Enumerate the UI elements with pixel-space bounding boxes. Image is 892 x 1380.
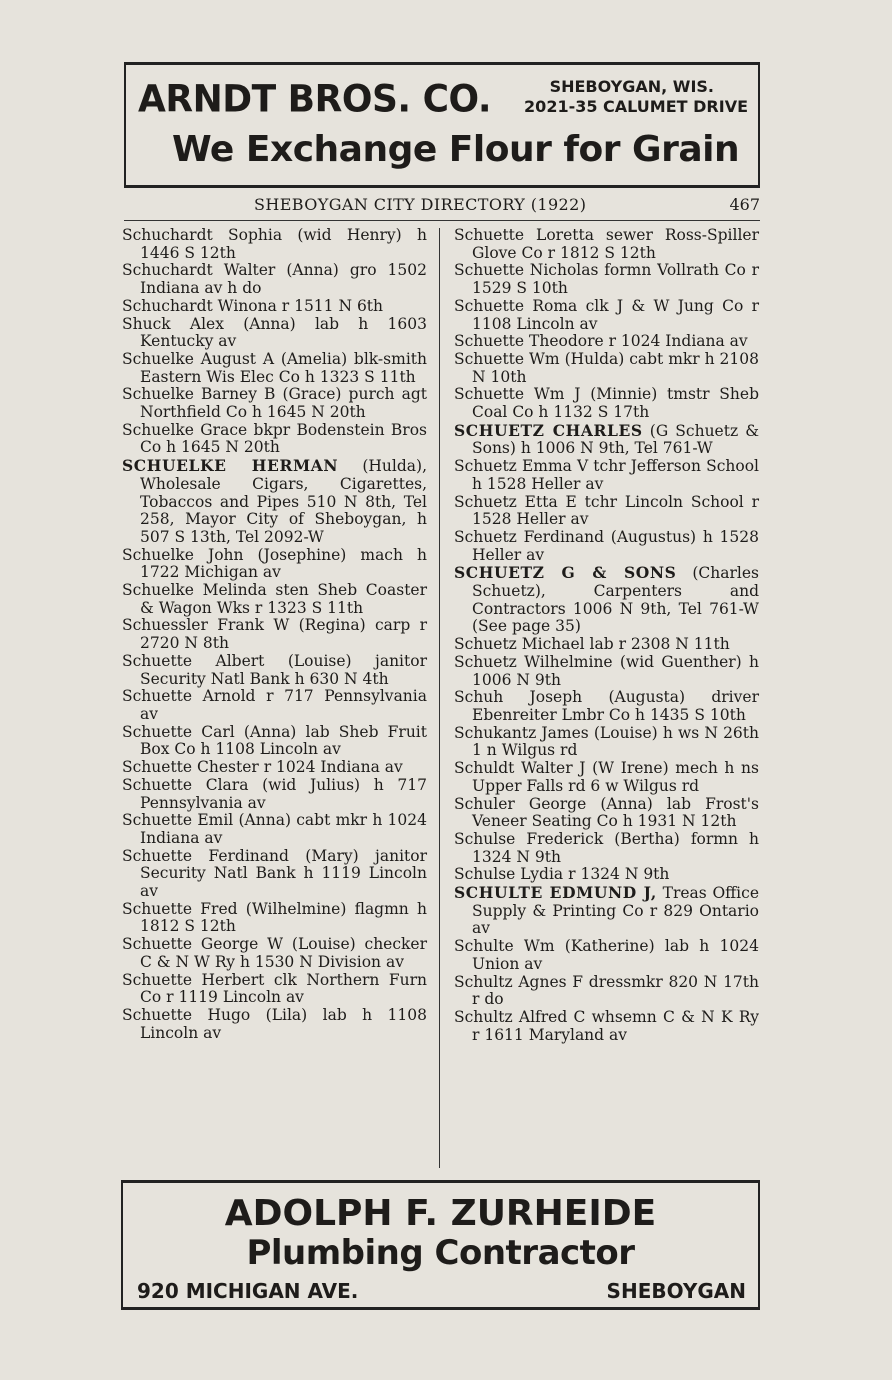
entry-name: Schuchardt Winona [122, 296, 277, 315]
directory-entry [454, 351, 759, 386]
entry-details: (Anna) lab Frost's Veneer Seating Co h 1931 N 12th [472, 794, 760, 831]
directory-entry [122, 724, 427, 759]
bottom-advertisement [121, 1180, 760, 1310]
directory-entry [454, 866, 759, 884]
entry-details: r 1024 Indiana av [603, 332, 748, 351]
directory-entry [122, 351, 427, 386]
entry-name: Schuetz Wilhelmine [454, 652, 613, 671]
entry-name: Schuette Chester [122, 758, 259, 777]
directory-entry [454, 529, 759, 564]
entry-name: Schuette George W [122, 935, 284, 954]
directory-entry [122, 688, 427, 723]
entry-name: Schuchardt Sophia [122, 226, 283, 244]
directory-entry [122, 262, 427, 297]
directory-entry [122, 457, 427, 547]
directory-entry [122, 812, 427, 847]
entry-name: Shuck Alex [122, 314, 224, 333]
directory-entry [454, 386, 759, 421]
directory-entry [122, 936, 427, 971]
entry-name: Schuette Nicholas [454, 261, 599, 280]
entry-details: r 1324 N 9th [563, 865, 670, 884]
ad-city: SHEBOYGAN, WIS. [549, 77, 714, 96]
entry-details: (Augustus) h 1528 Heller av [472, 527, 759, 564]
entry-name: Schuette Fred [122, 899, 238, 918]
directory-entry [454, 884, 759, 938]
directory-entry [454, 333, 759, 351]
entry-details: sewer Ross-Spiller Glove Co r 1812 S 12th [472, 226, 759, 262]
entry-name: Schuessler Frank W [122, 616, 290, 635]
entry-name: Schukantz James [454, 723, 589, 742]
ad-slogan: We Exchange Flour for Grain [172, 129, 740, 170]
entry-name: Schuette Carl [122, 722, 235, 741]
directory-entry [122, 582, 427, 617]
directory-entry [454, 974, 759, 1009]
entry-name: Schuetz Ferdinand [454, 527, 605, 546]
entry-details: (Grace) purch agt Northfield Co h 1645 N 20th [140, 385, 427, 422]
page-title: SHEBOYGAN CITY DIRECTORY (1922) [254, 195, 587, 214]
entry-name: Schuette Clara [122, 775, 249, 794]
entry-name: Schuette Emil [122, 811, 234, 830]
entry-details: (Regina) carp r 2720 N 8th [140, 616, 428, 653]
entry-name: Schuette Arnold [122, 687, 256, 706]
entry-name: Schuetz Etta E [454, 492, 577, 511]
entry-name: Schuelke John [122, 545, 244, 564]
directory-entry [454, 227, 759, 262]
directory-entry [454, 458, 759, 493]
entry-details: (Hulda) cabt mkr h 2108 N 10th [472, 349, 760, 386]
directory-entry [454, 654, 759, 689]
entry-details: r 717 Pennsylvania av [140, 687, 427, 723]
entry-details: (Anna) lab h 1603 Kentucky av [140, 314, 427, 351]
entry-details: (Bertha) formn h 1324 N 9th [472, 829, 759, 866]
entry-name: Schuh Joseph [454, 688, 583, 707]
entry-details: r 1024 Indiana av [258, 758, 403, 777]
directory-entry [454, 796, 759, 831]
entry-details: bkpr Bodenstein Bros Co h 1645 N 20th [140, 420, 428, 457]
entry-details: tchr Jefferson School h 1528 Heller av [472, 457, 759, 493]
entry-details: (Anna) lab Sheb Fruit Box Co h 1108 Lincoln av [140, 722, 427, 759]
directory-entry [122, 227, 427, 262]
entry-details: (Anna) gro 1502 Indiana av h do [140, 261, 427, 298]
entry-name: Schuchardt Walter [122, 261, 276, 280]
entry-details: (Louise) checker C & N W Ry h 1530 N Division av [140, 935, 427, 971]
directory-entry [122, 298, 427, 316]
right-column [454, 227, 759, 1044]
entry-details: dressmkr 820 N 17th r do [472, 972, 760, 1009]
entry-details: (Wilhelmine) flagmn h 1812 S 12th [140, 899, 427, 936]
entry-details: (Louise) janitor Security Natl Bank h 630 N 4th [140, 651, 427, 688]
entry-details: Treas Office Supply & Printing Co r 829 Ontario av [472, 884, 759, 938]
entry-details: (Katherine) lab h 1024 Union av [472, 937, 759, 973]
entry-name: Schuette Wm [454, 349, 560, 368]
directory-entry [122, 972, 427, 1007]
entry-name: Schuette Wm J [454, 385, 581, 404]
directory-entry [454, 422, 759, 458]
directory-entry [122, 386, 427, 421]
directory-entry [454, 831, 759, 866]
entry-details: (Charles Schuetz), Carpenters and Contractors 1006 N 9th, Tel 761-W (See page 35) [472, 564, 759, 636]
column-divider [439, 228, 440, 1168]
page-number: 467 [729, 195, 760, 214]
directory-entry [122, 653, 427, 688]
entry-details: (G Schuetz & Sons) h 1006 N 9th, Tel 761-W [472, 421, 759, 458]
entry-details: clk Northern Furn Co r 1119 Lincoln av [140, 970, 428, 1007]
directory-entry [454, 262, 759, 297]
entry-details: r 1511 N 6th [276, 296, 384, 315]
directory-entry [122, 848, 427, 901]
entry-name: Schuette Theodore [454, 332, 604, 351]
entry-name: SCHUETZ G & SONS [454, 563, 677, 583]
entry-name: Schultz Agnes F [454, 972, 584, 991]
directory-entry [122, 777, 427, 812]
ad-address: 2021-35 CALUMET DRIVE [524, 97, 748, 116]
entry-details: (wid Julius) h 717 Pennsylvania av [140, 775, 427, 812]
header-rule [124, 220, 760, 221]
directory-entry [454, 725, 759, 760]
ad-address: 920 MICHIGAN AVE. [137, 1279, 359, 1303]
entry-name: Schuette Ferdinand [122, 846, 289, 865]
entry-name: Schuetz Emma V [454, 457, 589, 476]
entry-details: sten Sheb Coaster & Wagon Wks r 1323 S 11th [140, 581, 428, 617]
entry-name: Schuldt Walter J [454, 759, 586, 778]
running-head [124, 195, 760, 217]
entry-name: Schuelke Grace [122, 420, 248, 439]
entry-name: Schuette Hugo [122, 1005, 251, 1024]
ad-advertiser-name: ADOLPH F. ZURHEIDE [224, 1193, 657, 1234]
directory-entry [454, 1009, 759, 1044]
entry-details: (Josephine) mach h 1722 Michigan av [140, 545, 427, 582]
entry-details: tchr Lincoln School r 1528 Heller av [472, 492, 759, 529]
entry-details: (Augusta) driver Ebenreiter Lmbr Co h 1435 S 10th [472, 688, 759, 724]
entry-name: Schulse Frederick [454, 829, 604, 848]
entry-name: Schuette Roma [454, 296, 578, 315]
directory-entry [454, 938, 759, 973]
ad-city: SHEBOYGAN [606, 1279, 746, 1303]
entry-details: (Hulda), Wholesale Cigars, Cigarettes, Tobaccos and Pipes 510 N 8th, Tel 258, Mayor City of Sheboygan, h 507 S 13th, Tel 2092-W [140, 457, 427, 546]
entry-details: lab r 2308 N 11th [584, 635, 730, 654]
entry-details: (Louise) h ws N 26th 1 n Wilgus rd [472, 723, 760, 760]
directory-entry [454, 494, 759, 529]
entry-name: Schulse Lydia [454, 865, 564, 884]
entry-name: Schuler George [454, 794, 587, 813]
entry-details: clk J & W Jung Co r 1108 Lincoln av [472, 296, 760, 333]
directory-entry [454, 689, 759, 724]
entry-details: (wid Guenther) h 1006 N 9th [472, 652, 759, 689]
directory-entry [122, 759, 427, 777]
entry-name: Schuette Albert [122, 651, 265, 670]
entry-name: Schuelke August A [122, 349, 275, 368]
directory-entry [454, 298, 759, 333]
entry-details: (W Irene) mech h ns Upper Falls rd 6 w Wilgus rd [472, 759, 759, 795]
entry-name: Schuetz Michael [454, 635, 585, 654]
entry-details: whsemn C & N K Ry r 1611 Maryland av [472, 1007, 759, 1044]
directory-entry [122, 547, 427, 582]
entry-name: Schuette Herbert [122, 970, 265, 989]
entry-details: (Minnie) tmstr Sheb Coal Co h 1132 S 17th [472, 385, 759, 422]
entry-name: Schuelke Melinda [122, 581, 267, 600]
directory-entry [122, 1007, 427, 1042]
directory-entry [454, 636, 759, 654]
entry-name: SCHULTE EDMUND J, [454, 883, 657, 903]
entry-details: (Anna) cabt mkr h 1024 Indiana av [140, 811, 427, 847]
entry-name: SCHUELKE HERMAN [122, 456, 339, 476]
entry-details: formn Vollrath Co r 1529 S 10th [472, 261, 759, 298]
directory-entry [122, 617, 427, 652]
left-column [122, 227, 427, 1042]
entry-name: Schulte Wm [454, 937, 555, 956]
directory-entry [454, 564, 759, 636]
entry-name: Schuette Loretta [454, 226, 594, 244]
entry-name: Schultz Alfred C [454, 1007, 586, 1026]
directory-entry [122, 422, 427, 457]
entry-details: (Mary) janitor Security Natl Bank h 1119 Lincoln av [140, 846, 427, 901]
entry-details: (Lila) lab h 1108 Lincoln av [140, 1005, 428, 1042]
entry-details: (wid Henry) h 1446 S 12th [140, 226, 427, 262]
ad-company-name: ARNDT BROS. CO. [138, 77, 491, 122]
directory-entry [122, 316, 427, 351]
top-advertisement [124, 62, 760, 188]
ad-trade: Plumbing Contractor [246, 1233, 635, 1273]
entry-details: (Amelia) blk-smith Eastern Wis Elec Co h 1323 S 11th [140, 349, 427, 386]
directory-entry [122, 901, 427, 936]
entry-name: Schuelke Barney B [122, 385, 276, 404]
directory-entry [454, 760, 759, 795]
entry-name: SCHUETZ CHARLES [454, 420, 643, 440]
